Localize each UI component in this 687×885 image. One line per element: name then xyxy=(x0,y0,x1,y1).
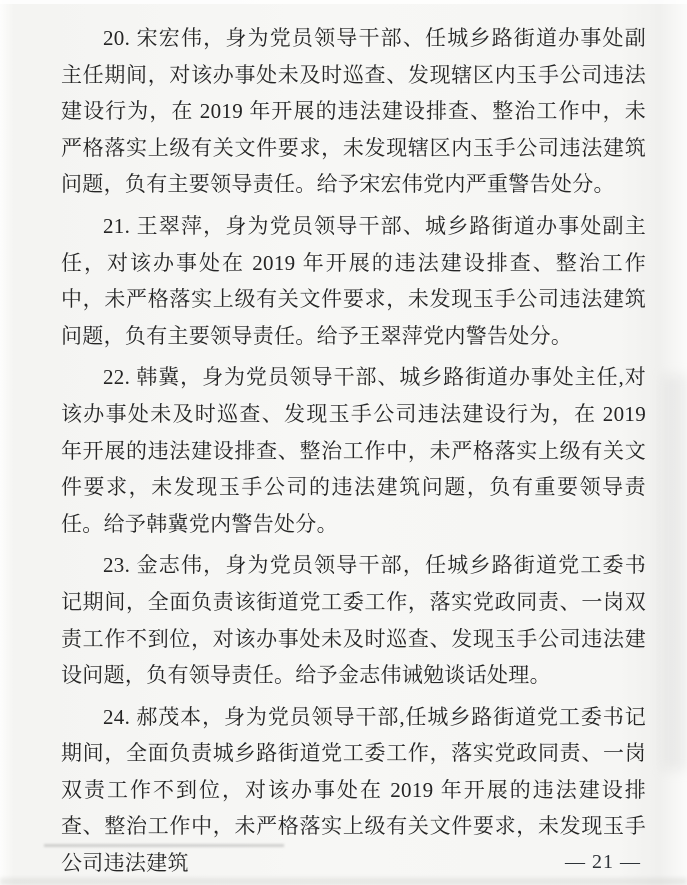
scan-shadow-right xyxy=(663,375,687,770)
paragraph-item-23: 23. 金志伟，身为党员领导干部，任城乡路街道党工委书记期间，全面负责该街道党工委工作，落实党政同责、一岗双责工作不到位，对该办事处未及时巡查、发现玉手公司违法建设问题，负有领导责任。给予金志伟诫勉谈话处理。 xyxy=(61,553,646,688)
paragraph-item-22: 22. 韩冀，身为党员领导干部、城乡路街道办事处主任,对该办事处未及时巡查、发现玉手公司违法建设行为，在 2019 年开展的违法建设排查、整治工作中，未严格落实上级有关文件要求，未发现玉手公司的违法建筑问题，负有重要领导责任。给予韩冀党内警告处分。 xyxy=(61,365,646,536)
paragraph-item-24: 24. 郝茂本，身为党员领导干部,任城乡路街道党工委书记期间，全面负责城乡路街道党工委工作，落实党政同责、一岗双责工作不到位，对该办事处在 2019 年开展的违法建设排查、整治工作中，未严格落实上级有关文件要求，未发现玉手公司违法建筑 xyxy=(61,704,646,876)
document-body xyxy=(61,20,646,885)
paragraph-item-20: 20. 宋宏伟，身为党员领导干部、任城乡路街道办事处副主任期间，对该办事处未及时巡查、发现辖区内玉手公司违法建设行为，在 2019 年开展的违法建设排查、整治工作中，未严格落实上级有关文件要求，未发现辖区内玉手公司违法建筑问题，负有主要领导责任。给予宋宏伟党内严重警告处分。 xyxy=(61,26,646,197)
paragraph-item-21: 21. 王翠萍，身为党员领导干部、城乡路街道办事处副主任，对该办事处在 2019 年开展的违法建设排查、整治工作中，未严格落实上级有关文件要求，未发现玉手公司违法建筑问题，负有主要领导责任。给予王翠萍党内警告处分。 xyxy=(61,213,646,348)
page-number: — 21 — xyxy=(565,851,641,873)
scan-top-edge xyxy=(0,0,687,4)
